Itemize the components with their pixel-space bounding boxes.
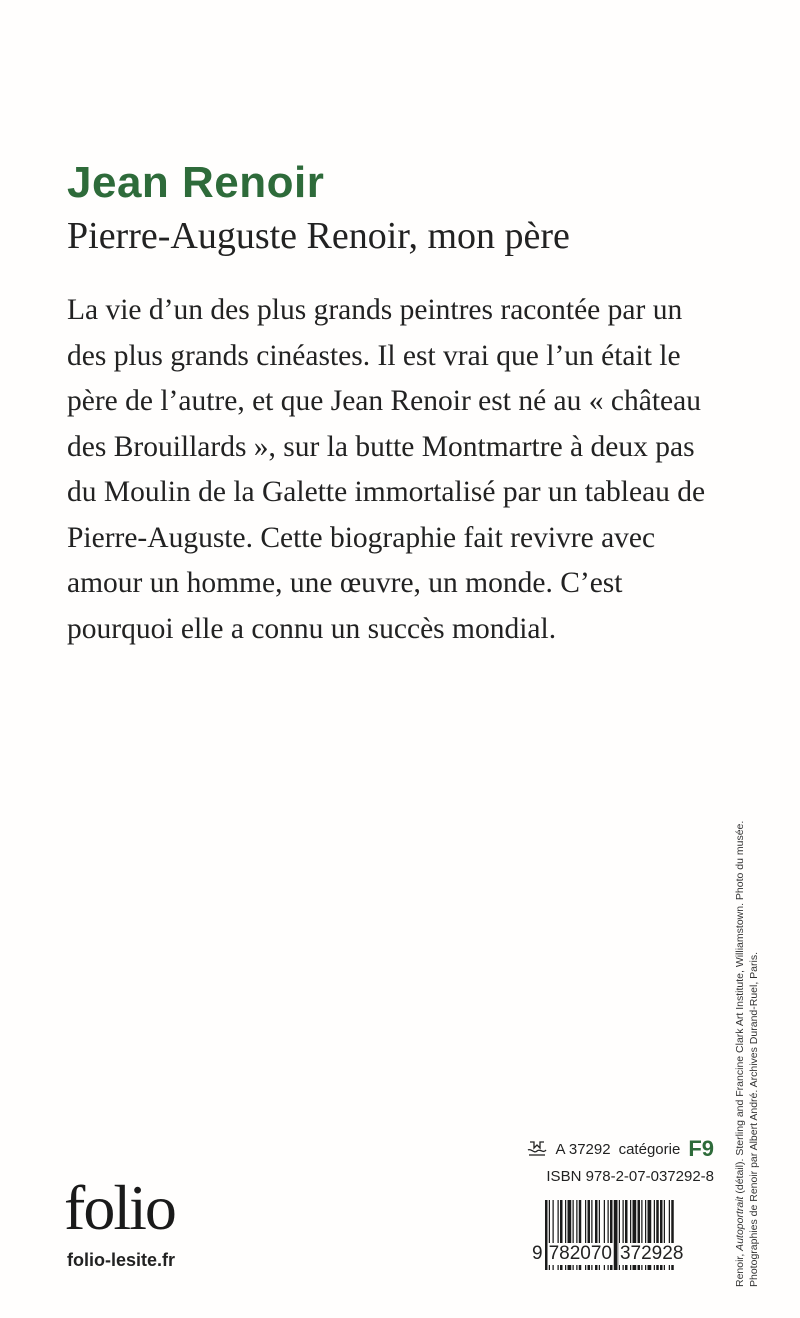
credits-line-2: Photographies de Renoir par Albert André. Archives Durand-Ruel, Paris. [748, 951, 760, 1287]
barcode-digit-group-1: 782070 [548, 1243, 612, 1264]
book-title: Pierre-Auguste Renoir, mon père [67, 215, 570, 257]
publisher-website: folio-lesite.fr [67, 1250, 176, 1270]
barcode-lead-digit: 9 [532, 1243, 543, 1264]
catalog-line [526, 1136, 714, 1162]
gallimard-mark-icon [526, 1140, 548, 1158]
photo-credits [733, 707, 761, 1287]
barcode-digits [532, 1243, 717, 1265]
back-cover-blurb: La vie d’un des plus grands peintres racontée par un des plus grands cinéastes. Il est vrai que l’un était le père de l’autre, et que Jean Renoir est né au « château des Brouillards », sur la butte Montmartre à deux pas du Moulin de la Galette immortalisé par un tableau de Pierre-Auguste. Cette biographie fait revivre avec amour un homme, une œuvre, un monde. C’est pourquoi elle a connu un succès mondial. [67, 294, 706, 645]
price-category: F9 [688, 1136, 714, 1161]
category-label: catégorie [618, 1140, 681, 1158]
isbn: ISBN 978-2-07-037292-8 [546, 1168, 714, 1185]
catalog-number: A 37292 [555, 1140, 611, 1158]
credits-line-1: Renoir, Autoportrait (détail). Sterling and Francine Clark Art Institute, Williamstown. Photo du musée. [734, 820, 746, 1287]
author-name: Jean Renoir [67, 158, 325, 207]
barcode-digit-group-2: 372928 [619, 1243, 684, 1264]
folio-logo: folio [64, 1172, 175, 1243]
